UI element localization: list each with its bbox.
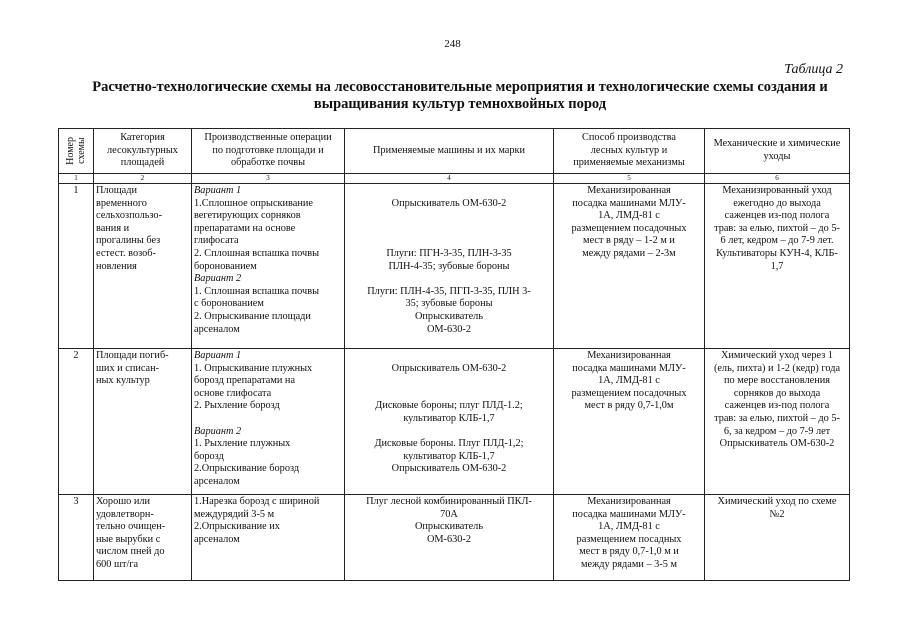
header-line: обработке почвы (230, 157, 306, 169)
header-care (705, 129, 849, 173)
table-row (59, 495, 849, 580)
operations-cell (192, 184, 345, 348)
cell-line: 1,7 (770, 260, 784, 272)
cell-line: саженцев из-под полога (724, 400, 830, 412)
cell-line: Механизированная (587, 185, 671, 196)
cell-line: арсеналом (194, 533, 240, 545)
cell-line: Культиваторы КУН-4, КЛБ- (716, 247, 838, 259)
table-row (59, 184, 849, 349)
cell-line: 1. Опрыскивание плужных (194, 362, 313, 374)
cell-line: Площади (96, 185, 137, 196)
cell-line: посадка машинами МЛУ- (572, 362, 686, 374)
cell-line: трав: за елью, пихтой – до 5- (714, 412, 840, 424)
cell-line: 35; зубовые бороны (405, 298, 493, 310)
header-line: Номер (65, 137, 76, 165)
column-number: 1 (59, 174, 94, 183)
cell-line: междурядий 3-5 м (194, 508, 275, 520)
cell-line: Химический уход через 1 (720, 350, 834, 361)
cell-line: прогалины без (96, 235, 161, 247)
column-number: 2 (94, 174, 192, 183)
cell-line: мест в ряду – 1-2 м и (583, 235, 675, 247)
cell-line: размещением посадных (576, 533, 682, 545)
cell-line (347, 426, 551, 439)
table-title (60, 79, 860, 113)
header-line: Применяемые машины и их марки (372, 144, 526, 156)
variant-label: Вариант 1 (194, 185, 242, 196)
header-line: Механические и химические (713, 138, 841, 150)
cell-line: ные вырубки с (96, 533, 161, 545)
cell-line: Опрыскиватель (414, 521, 484, 533)
cell-line: с боронованием (194, 298, 264, 310)
cell-line: арсеналом (194, 323, 240, 335)
cell-line: трав: за елью, пихтой – до 5- (714, 222, 840, 234)
machines-cell (345, 184, 554, 348)
cell-line: сельхозпользо- (96, 210, 163, 222)
header-line: по подготовке площади и (212, 144, 324, 156)
cell-line: числом пней до (96, 546, 165, 558)
cell-line: 1.Нарезка борозд с шириной (194, 496, 320, 507)
column-number: 6 (775, 174, 779, 182)
variant-label: Вариант 2 (194, 425, 242, 437)
care-cell (705, 349, 849, 494)
table-title-line: Расчетно-технологические схемы на лесовосстановительные мероприятия и технологические схемы создания и (92, 79, 828, 95)
cell-line: 6 лет, кедром – до 7-9 лет. (720, 235, 834, 247)
header-line: площадей (120, 157, 165, 169)
cell-line: Плуги: ПЛН-4-35, ПГП-3-35, ПЛН 3- (367, 285, 531, 297)
data-table (58, 128, 850, 581)
header-line: лесокультурных (107, 144, 178, 156)
cell-line (347, 350, 551, 363)
cell-line: ОМ-630-2 (426, 323, 472, 335)
cell-line: 2. Рыхление борозд (194, 400, 280, 412)
care-cell (705, 495, 849, 580)
cell-line (347, 223, 551, 236)
cell-line: размещением посадочных (571, 387, 687, 399)
cell-line: боронованием (194, 260, 257, 272)
header-area-category (94, 129, 192, 173)
production-method-cell (554, 495, 705, 580)
production-method-cell (554, 349, 705, 494)
cell-line: Опрыскиватель ОМ-630-2 (391, 197, 507, 209)
cell-line: 1.Сплошное опрыскивание (194, 197, 313, 209)
cell-line: 1А, ЛМД-81 с (598, 375, 660, 387)
header-line: Производственные операции (204, 132, 332, 144)
cell-line: глифосата (194, 235, 239, 247)
cell-line: посадка машинами МЛУ- (572, 508, 686, 520)
scheme-number: 3 (59, 495, 94, 580)
header-machines (345, 129, 554, 173)
cell-line: ных культур (96, 375, 150, 387)
table-row (59, 349, 849, 495)
cell-line: 70А (440, 508, 458, 520)
cell-line: Химический уход по схеме (717, 496, 837, 507)
cell-line: Механизированный уход (722, 185, 832, 196)
operations-cell (192, 495, 345, 580)
cell-line: ОМ-630-2 (426, 533, 472, 545)
cell-line: 2.Опрыскивание их (194, 521, 280, 533)
cell-line: Опрыскиватель ОМ-630-2 (391, 362, 507, 374)
cell-line: размещением посадочных (571, 222, 687, 234)
cell-line: ежегодно до выхода (733, 197, 821, 209)
cell-line: Площади погиб- (96, 350, 169, 361)
cell-line: Опрыскиватель ОМ-630-2 (719, 438, 835, 450)
cell-line (347, 388, 551, 401)
header-line: Категория (120, 132, 165, 144)
header-operations (192, 129, 345, 173)
cell-line: между рядами – 3-5 м (581, 558, 677, 570)
cell-line: по мере восстановления (724, 375, 830, 387)
cell-line: 1А, ЛМД-81 с (598, 521, 660, 533)
cell-line: препаратами на основе (194, 222, 296, 234)
cell-line: временного (96, 197, 147, 209)
cell-line: посадка машинами МЛУ- (572, 197, 686, 209)
column-number: 3 (192, 174, 345, 183)
cell-line: 2. Опрыскивание площади (194, 310, 311, 322)
variant-label: Вариант 2 (194, 273, 242, 285)
header-scheme-number (59, 129, 94, 173)
cell-line: Плуг лесной комбинированный ПКЛ- (366, 496, 532, 507)
cell-line: 1. Сплошная вспашка почвы (194, 285, 320, 297)
area-category-cell (94, 184, 192, 348)
scheme-number: 1 (59, 184, 94, 348)
cell-line (347, 210, 551, 223)
cell-line: ших и списан- (96, 362, 160, 374)
cell-line: №2 (769, 508, 785, 520)
cell-line (347, 273, 551, 286)
cell-line: мест в ряду 0,7-1,0 м и (579, 546, 679, 558)
header-line: лесных культур и (590, 144, 668, 156)
cell-line (194, 413, 342, 426)
operations-cell (192, 349, 345, 494)
cell-line: культиватор КЛБ-1,7 (403, 450, 495, 462)
cell-line: сорняков до выхода (733, 387, 821, 399)
cell-line: Плуги: ПГН-3-35, ПЛН-3-35 (386, 247, 512, 259)
cell-line: Дисковые бороны. Плуг ПЛД-1,2; (374, 438, 524, 450)
cell-line: Дисковые бороны; плуг ПЛД-1.2; (375, 400, 523, 412)
machines-cell (345, 349, 554, 494)
cell-line: 600 шт/га (96, 558, 139, 570)
cell-line: 1А, ЛМД-81 с (598, 210, 660, 222)
cell-line: саженцев из-под полога (724, 210, 830, 222)
cell-line: вегетирующих сорняков (194, 210, 301, 222)
cell-line: 2.Опрыскивание борозд (194, 463, 300, 475)
cell-line: естест. возоб- (96, 247, 156, 259)
cell-line: вания и (96, 222, 130, 234)
page-number: 248 (444, 38, 461, 50)
cell-line: борозд (194, 450, 224, 462)
cell-line: (ель, пихта) и 1-2 (кедр) года (713, 362, 841, 374)
area-category-cell (94, 349, 192, 494)
table-title-line: выращивания культур темнохвойных пород (313, 96, 607, 112)
cell-line: тельно очищен- (96, 521, 166, 533)
header-line: уходы (763, 151, 791, 162)
machines-cell (345, 495, 554, 580)
cell-line: культиватор КЛБ-1,7 (403, 412, 495, 424)
column-number: 5 (554, 174, 705, 183)
cell-line: 2. Сплошная вспашка почвы (194, 247, 320, 259)
header-production-method (554, 129, 705, 173)
cell-line: Механизированная (587, 350, 671, 361)
cell-line (347, 185, 551, 198)
area-category-cell (94, 495, 192, 580)
scheme-number: 2 (59, 349, 94, 494)
cell-line: между рядами – 2-3м (582, 247, 676, 259)
table-label: Таблица 2 (784, 62, 843, 77)
header-line: схемы (76, 137, 87, 165)
cell-line: Опрыскиватель (414, 310, 484, 322)
variant-label: Вариант 1 (194, 350, 242, 361)
cell-line: удовлетворн- (96, 508, 154, 520)
cell-line (347, 235, 551, 248)
cell-line: основе глифосата (194, 387, 272, 399)
table-header-row (59, 129, 849, 174)
cell-line: Опрыскиватель ОМ-630-2 (391, 463, 507, 475)
header-line: Способ производства (582, 132, 676, 144)
cell-line: Хорошо или (96, 496, 151, 507)
cell-line: мест в ряду 0,7-1,0м (584, 400, 674, 412)
cell-line: 6, за кедром – до 7-9 лет (723, 425, 831, 437)
column-number: 4 (345, 174, 554, 183)
cell-line: 1. Рыхление плужных (194, 438, 291, 450)
production-method-cell (554, 184, 705, 348)
cell-line: ПЛН-4-35; зубовые бороны (388, 260, 510, 272)
header-line: применяемые механизмы (573, 157, 685, 169)
cell-line: новления (96, 260, 137, 272)
cell-line (347, 375, 551, 388)
cell-line: борозд препаратами на (194, 375, 296, 387)
column-number-row (59, 174, 849, 184)
cell-line: арсеналом (194, 475, 240, 487)
care-cell (705, 184, 849, 348)
cell-line: Механизированная (587, 496, 671, 507)
